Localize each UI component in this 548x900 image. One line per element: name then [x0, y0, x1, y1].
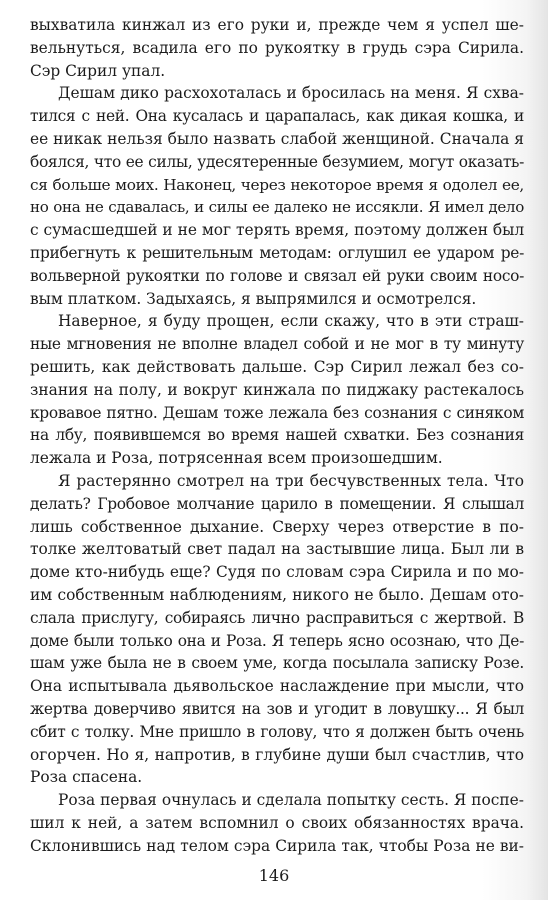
- text-line: толке желтоватый свет падал на застывшие лица. Был ли в: [30, 540, 524, 559]
- text-line: жертва доверчиво явится на зов и угодит в ловушку... Я был: [30, 699, 524, 718]
- text-line: лишь собственное дыхание. Сверху через отверстие в по-: [30, 517, 524, 536]
- text-line: Роза первая очнулась и сделала попытку сесть. Я поспе-: [58, 791, 524, 810]
- text-line: шил к ней, а затем вспомнил о своих обязанностях врача.: [30, 813, 524, 832]
- text-line: выхватила кинжал из его руки и, прежде чем я успел ше-: [30, 16, 524, 34]
- text-line: знания на полу, и вокруг кинжала по пиджаку растекалось: [30, 380, 524, 399]
- text-line: Сэр Сирил упал.: [30, 61, 166, 80]
- text-line: доме кто-нибудь еще? Судя по словам сэра Сирила и по мо-: [30, 563, 524, 582]
- text-line: Я растерянно смотрел на три бесчувственных тела. Что: [58, 471, 524, 490]
- text-line: тился с ней. Она кусалась и царапалась, как дикая кошка, и: [30, 107, 524, 126]
- text-line: сбит с толку. Мне пришло в голову, что я должен быть очень: [30, 722, 524, 741]
- text-line: им собственным наблюдениям, никого не было. Дешам ото-: [30, 585, 524, 604]
- body-text: [30, 14, 524, 857]
- text-line: Она испытывала дьявольское наслаждение при мысли, что: [30, 677, 524, 696]
- text-line: кровавое пятно. Дешам тоже лежала без сознания с синяком: [30, 403, 524, 422]
- text-line: доме были только она и Роза. Я теперь ясно осознаю, что Де-: [30, 631, 524, 650]
- page-number: 146: [258, 866, 290, 885]
- text-line: ные мгновения не вполне владел собой и не мог в ту минуту: [30, 335, 524, 354]
- text-line: лежала и Роза, потрясенная всем произошедшим.: [30, 449, 443, 468]
- text-line: Наверное, я буду прощен, если скажу, что в эти страш-: [58, 312, 524, 331]
- text-line: вельнуться, всадила его по рукоятку в грудь сэра Сирила.: [30, 38, 524, 57]
- text-line: Роза спасена.: [30, 768, 143, 787]
- text-line: огорчен. Но я, напротив, в глубине души был счастлив, что: [30, 745, 524, 764]
- text-line: Склонившись над телом сэра Сирила так, чтобы Роза не ви-: [30, 836, 524, 855]
- text-line: слала прислугу, собираясь лично расправиться с жертвой. В: [30, 608, 524, 627]
- text-line: вольверной рукоятки по голове и связал ей руки своим носо-: [30, 266, 524, 285]
- text-line: делать? Гробовое молчание царило в помещении. Я слышал: [30, 494, 524, 513]
- text-line: боялся, что ее силы, удесятеренные безумием, могут оказать-: [30, 152, 524, 171]
- text-line: решить, как действовать дальше. Сэр Сирил лежал без со-: [30, 357, 524, 376]
- text-line: шам уже была не в своем уме, когда посылала записку Розе.: [30, 654, 524, 673]
- text-line: с сумасшедшей и не мог терять время, поэтому должен был: [30, 221, 525, 240]
- text-line: но она не сдавалась, и силы ее далеко не иссякли. Я имел дело: [30, 198, 524, 217]
- text-line: вым платком. Задыхаясь, я выпрямился и осмотрелся.: [30, 289, 477, 308]
- text-line: ся больше моих. Наконец, через некоторое время я одолел ее,: [30, 175, 524, 194]
- text-line: Дешам дико расхохоталась и бросилась на меня. Я схва-: [58, 84, 524, 103]
- text-line: на лбу, появившемся во время нашей схватки. Без сознания: [30, 426, 524, 445]
- text-line: ее никак нельзя было назвать слабой женщиной. Сначала я: [30, 129, 524, 148]
- text-line: прибегнуть к решительным методам: оглушил ее ударом ре-: [30, 243, 524, 262]
